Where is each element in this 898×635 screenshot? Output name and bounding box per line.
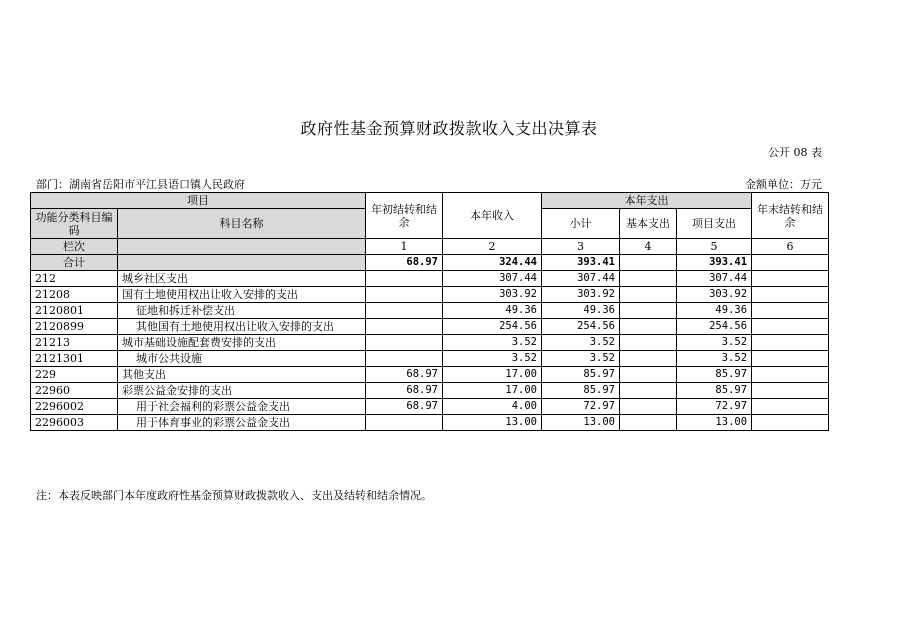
cell-income: 303.92	[443, 287, 542, 303]
cell-subtotal: 13.00	[542, 415, 620, 431]
cell-name: 彩票公益金安排的支出	[118, 383, 366, 399]
cell-project: 3.52	[677, 351, 752, 367]
table-row	[31, 351, 829, 367]
col-num: 1	[366, 239, 443, 255]
col-num: 2	[443, 239, 542, 255]
form-number: 公开 08 表	[768, 146, 822, 159]
total-blank	[118, 255, 366, 271]
header-expense: 本年支出	[542, 193, 752, 209]
cell-code: 2120899	[31, 319, 118, 335]
cell-income: 17.00	[443, 367, 542, 383]
cell-begin	[366, 319, 443, 335]
cell-subtotal: 85.97	[542, 367, 620, 383]
cell-end	[752, 415, 829, 431]
cell-begin: 68.97	[366, 367, 443, 383]
table-row	[31, 319, 829, 335]
table-row	[31, 335, 829, 351]
cell-end	[752, 271, 829, 287]
cell-name: 其他国有土地使用权出让收入安排的支出	[118, 319, 366, 335]
cell-code: 229	[31, 367, 118, 383]
total-label: 合计	[31, 255, 118, 271]
cell-project: 72.97	[677, 399, 752, 415]
cell-name: 城乡社区支出	[118, 271, 366, 287]
cell-end	[752, 319, 829, 335]
cell-code: 212	[31, 271, 118, 287]
col-label: 栏次	[31, 239, 118, 255]
cell-income: 13.00	[443, 415, 542, 431]
cell-name: 国有土地使用权出让收入安排的支出	[118, 287, 366, 303]
cell-basic	[620, 319, 677, 335]
total-basic	[620, 255, 677, 271]
cell-project: 13.00	[677, 415, 752, 431]
cell-project: 3.52	[677, 335, 752, 351]
cell-basic	[620, 287, 677, 303]
fund-table	[30, 192, 829, 431]
cell-begin: 68.97	[366, 383, 443, 399]
col-label-blank	[118, 239, 366, 255]
cell-basic	[620, 415, 677, 431]
cell-name: 其他支出	[118, 367, 366, 383]
table-row	[31, 415, 829, 431]
cell-code: 2121301	[31, 351, 118, 367]
table-row	[31, 287, 829, 303]
total-project: 393.41	[677, 255, 752, 271]
cell-end	[752, 399, 829, 415]
cell-subtotal: 49.36	[542, 303, 620, 319]
cell-project: 49.36	[677, 303, 752, 319]
header-func-code: 功能分类科目编码	[31, 209, 118, 239]
cell-code: 2296002	[31, 399, 118, 415]
cell-income: 49.36	[443, 303, 542, 319]
department-label: 部门：湖南省岳阳市平江县语口镇人民政府	[36, 178, 245, 191]
cell-begin	[366, 415, 443, 431]
cell-basic	[620, 383, 677, 399]
cell-code: 21208	[31, 287, 118, 303]
cell-begin	[366, 351, 443, 367]
cell-basic	[620, 351, 677, 367]
unit-label: 金额单位：万元	[745, 178, 822, 191]
cell-begin	[366, 287, 443, 303]
cell-end	[752, 367, 829, 383]
cell-basic	[620, 335, 677, 351]
cell-subtotal: 3.52	[542, 351, 620, 367]
header-subtotal: 小计	[542, 209, 620, 239]
col-num: 5	[677, 239, 752, 255]
table-row	[31, 383, 829, 399]
cell-end	[752, 335, 829, 351]
cell-basic	[620, 367, 677, 383]
cell-income: 254.56	[443, 319, 542, 335]
header-income: 本年收入	[443, 193, 542, 239]
cell-project: 254.56	[677, 319, 752, 335]
cell-code: 22960	[31, 383, 118, 399]
header-item: 项目	[31, 193, 366, 209]
cell-code: 21213	[31, 335, 118, 351]
cell-end	[752, 383, 829, 399]
cell-name: 城市公共设施	[118, 351, 366, 367]
col-num: 4	[620, 239, 677, 255]
total-subtotal: 393.41	[542, 255, 620, 271]
col-num: 3	[542, 239, 620, 255]
total-begin: 68.97	[366, 255, 443, 271]
cell-code: 2120801	[31, 303, 118, 319]
header-end-balance: 年末结转和结余	[752, 193, 829, 239]
table-row	[31, 399, 829, 415]
total-income: 324.44	[443, 255, 542, 271]
cell-basic	[620, 399, 677, 415]
cell-project: 307.44	[677, 271, 752, 287]
table-row	[31, 303, 829, 319]
cell-subtotal: 303.92	[542, 287, 620, 303]
cell-begin	[366, 335, 443, 351]
header-project: 项目支出	[677, 209, 752, 239]
cell-end	[752, 287, 829, 303]
cell-name: 用于体育事业的彩票公益金支出	[118, 415, 366, 431]
col-num: 6	[752, 239, 829, 255]
cell-begin	[366, 303, 443, 319]
cell-end	[752, 303, 829, 319]
cell-end	[752, 351, 829, 367]
cell-name: 城市基础设施配套费安排的支出	[118, 335, 366, 351]
cell-subtotal: 85.97	[542, 383, 620, 399]
cell-subtotal: 72.97	[542, 399, 620, 415]
cell-income: 307.44	[443, 271, 542, 287]
page-title: 政府性基金预算财政拨款收入支出决算表	[300, 119, 598, 138]
header-subject-name: 科目名称	[118, 209, 366, 239]
cell-project: 85.97	[677, 383, 752, 399]
cell-income: 4.00	[443, 399, 542, 415]
cell-basic	[620, 271, 677, 287]
header-basic: 基本支出	[620, 209, 677, 239]
cell-income: 3.52	[443, 351, 542, 367]
cell-name: 用于社会福利的彩票公益金支出	[118, 399, 366, 415]
cell-subtotal: 3.52	[542, 335, 620, 351]
cell-income: 17.00	[443, 383, 542, 399]
table-row	[31, 367, 829, 383]
cell-name: 征地和拆迁补偿支出	[118, 303, 366, 319]
cell-project: 85.97	[677, 367, 752, 383]
cell-begin	[366, 271, 443, 287]
cell-code: 2296003	[31, 415, 118, 431]
cell-subtotal: 254.56	[542, 319, 620, 335]
total-end	[752, 255, 829, 271]
footnote: 注：本表反映部门本年度政府性基金预算财政拨款收入、支出及结转和结余情况。	[36, 489, 432, 502]
cell-basic	[620, 303, 677, 319]
cell-project: 303.92	[677, 287, 752, 303]
cell-begin: 68.97	[366, 399, 443, 415]
cell-subtotal: 307.44	[542, 271, 620, 287]
header-begin-balance: 年初结转和结余	[366, 193, 443, 239]
cell-income: 3.52	[443, 335, 542, 351]
table-row	[31, 271, 829, 287]
